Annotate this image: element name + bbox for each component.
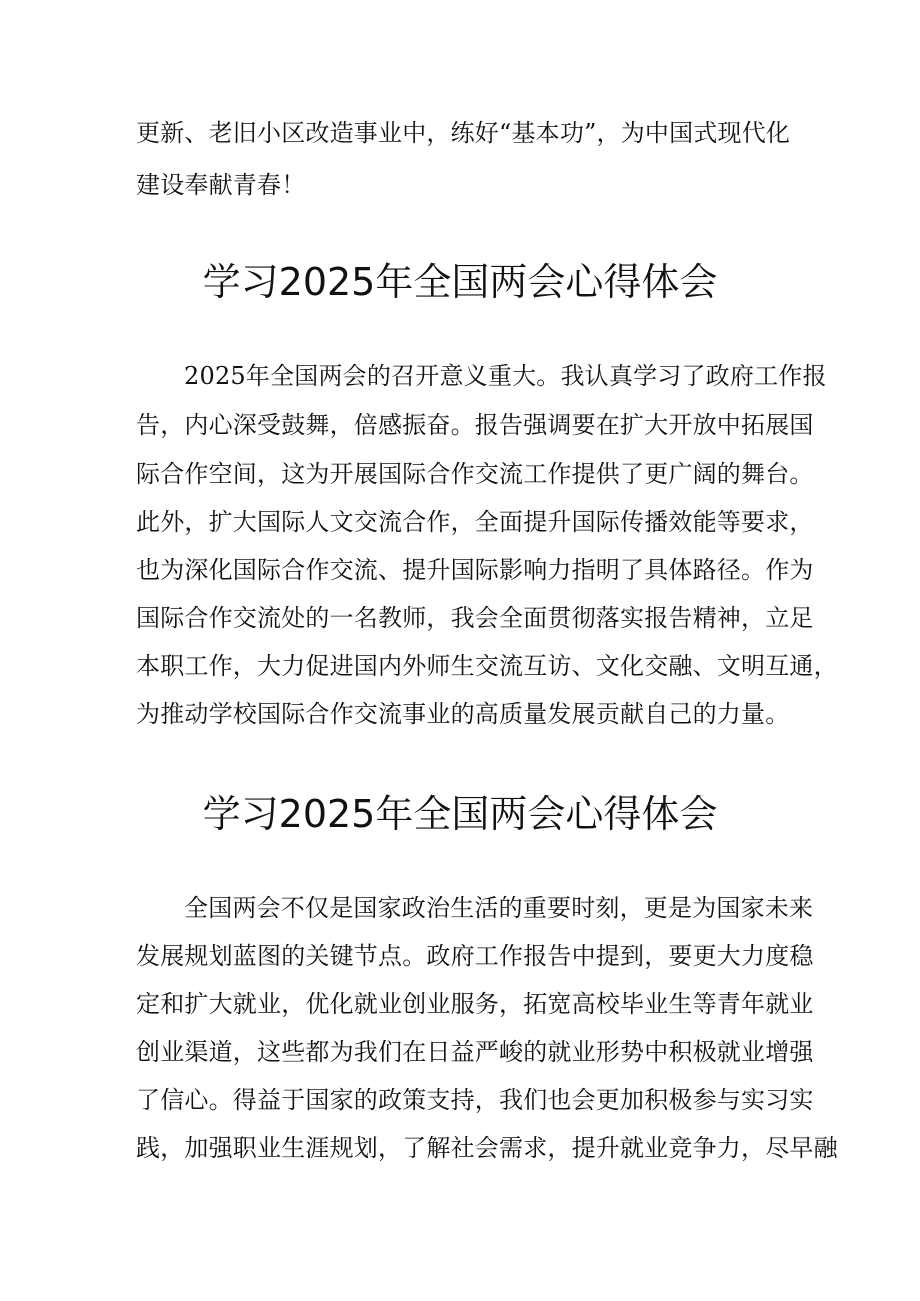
section2-title: 学习2025年全国两会心得体会: [202, 792, 718, 836]
section1-line-5: 也为深化国际合作交流、提升国际影响力指明了具体路径。作为: [136, 556, 814, 584]
section1-line-1: 2025年全国两会的召开意义重大。我认真学习了政府工作报: [184, 362, 827, 390]
section2-line-2: 发展规划蓝图的关键节点。政府工作报告中提到，要更大力度稳: [136, 942, 814, 970]
intro-line-1: 更新、老旧小区改造事业中，练好“基本功”，为中国式现代化: [136, 119, 791, 147]
section1-line-8: 为推动学校国际合作交流事业的高质量发展贡献自己的力量。: [136, 700, 790, 728]
section2-line-6: 践，加强职业生涯规划，了解社会需求，提升就业竞争力，尽早融: [136, 1134, 838, 1162]
section2-line-3: 定和扩大就业，优化就业创业服务，拓宽高校毕业生等青年就业: [136, 990, 814, 1018]
section2-line-5: 了信心。得益于国家的政策支持，我们也会更加积极参与实习实: [136, 1086, 814, 1114]
section2-line-4: 创业渠道，这些都为我们在日益严峻的就业形势中积极就业增强: [136, 1038, 814, 1066]
section1-line-4: 此外，扩大国际人文交流合作，全面提升国际传播效能等要求，: [136, 508, 814, 536]
section1-title: 学习2025年全国两会心得体会: [202, 260, 718, 304]
intro-line-2: 建设奉献青春！: [136, 171, 306, 199]
section1-line-6: 国际合作交流处的一名教师，我会全面贯彻落实报告精神，立足: [136, 604, 814, 632]
section1-line-7: 本职工作，大力促进国内外师生交流互访、文化交融、文明互通，: [136, 652, 838, 680]
section1-line-2: 告，内心深受鼓舞，倍感振奋。报告强调要在扩大开放中拓展国: [136, 411, 814, 439]
section2-line-1: 全国两会不仅是国家政治生活的重要时刻，更是为国家未来: [184, 894, 814, 922]
section1-line-3: 际合作空间，这为开展国际合作交流工作提供了更广阔的舞台。: [136, 460, 814, 488]
